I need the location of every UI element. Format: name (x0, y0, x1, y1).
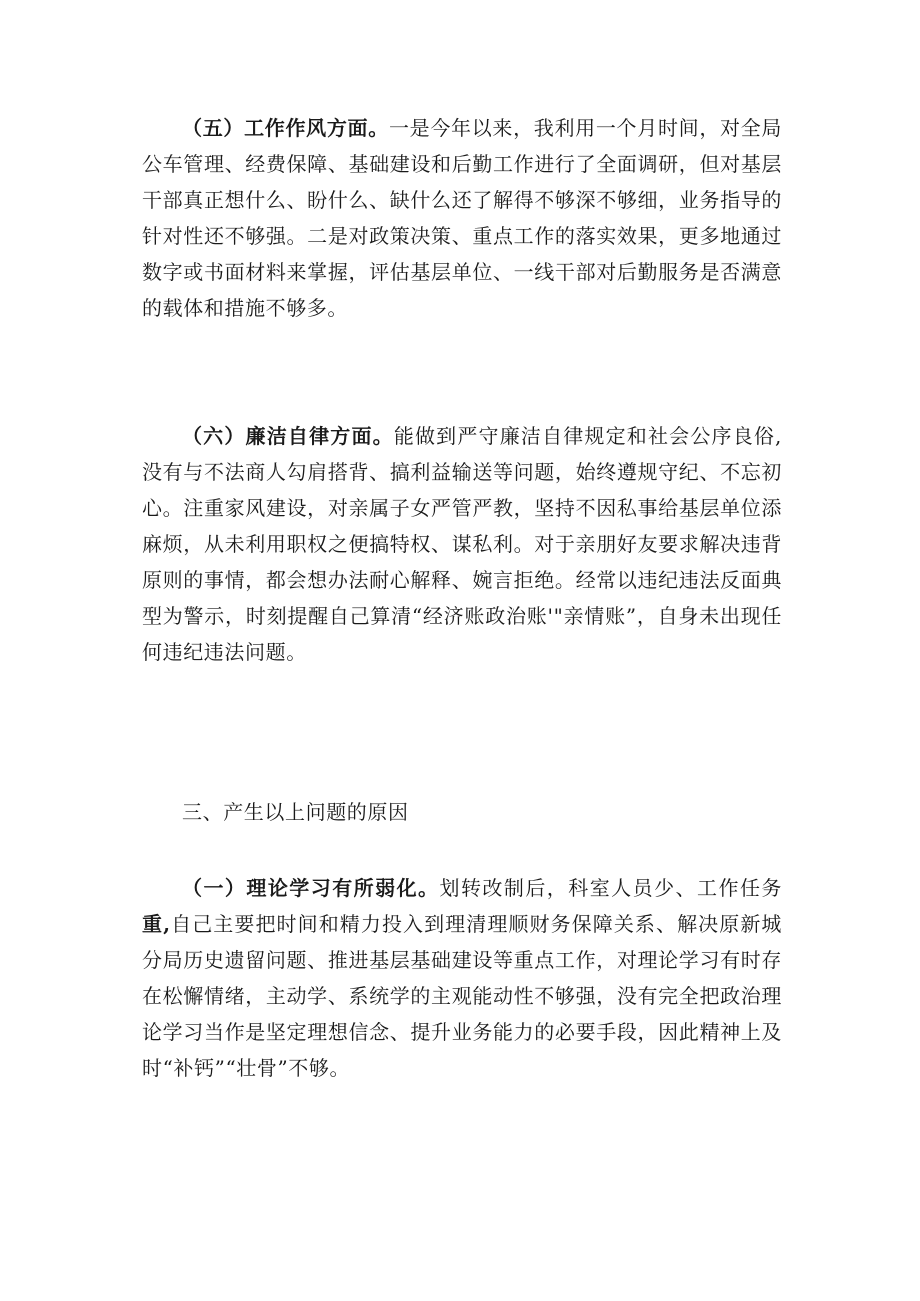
paragraph-work-style (142, 110, 782, 326)
paragraph-emphasis: 重, (142, 912, 171, 936)
paragraph-heading: （五）工作作风方面。 (182, 116, 389, 140)
paragraph-theory-study (142, 870, 782, 1086)
paragraph-body: 划转改制后，科室人员少、工作任务 (439, 876, 782, 900)
paragraph-body: 能做到严守廉洁自律规定和社会公序良俗,没有与不法商人勾肩搭背、搞利益输送等问题，始终遵规守纪、不忘初心。注重家风建设，对亲属子女严管严教，坚持不因私事给基层单位添麻烦，从未利用职权之便搞特权、谋私利。对于亲朋好友要求解决违背原则的事情，都会想办法耐心解释、婉言拒绝。经常以违纪违法反面典型为警示，时刻提醒自己算清“经济账政治账'"亲情账”，自身未出现任何违纪违法问题。 (142, 424, 783, 664)
paragraph-body: 一是今年以来，我利用一个月时间，对全局公车管理、经费保障、基础建设和后勤工作进行了全面调研，但对基层干部真正想什么、盼什么、缺什么还了解得不够深不够细，业务指导的针对性还不够强。二是对政策决策、重点工作的落实效果，更多地通过数字或书面材料来掌握，评估基层单位、一线干部对后勤服务是否满意的载体和措施不够多。 (142, 116, 783, 320)
paragraph-heading: （一）理论学习有所弱化。 (182, 876, 440, 900)
paragraph-body-continued: 自己主要把时间和精力投入到理清理顺财务保障关系、解决原新城分局历史遗留问题、推进基层基础建设等重点工作，对理论学习有时存在松懈情绪，主动学、系统学的主观能动性不够强，没有完全把政治理论学习当作是坚定理想信念、提升业务能力的必要手段，因此精神上及时“补钙”“壮骨”不够。 (142, 912, 782, 1080)
paragraph-heading: （六）廉洁自律方面。 (182, 424, 394, 448)
section-title: 三、产生以上问题的原因 (182, 800, 409, 824)
paragraph-integrity (142, 418, 782, 670)
